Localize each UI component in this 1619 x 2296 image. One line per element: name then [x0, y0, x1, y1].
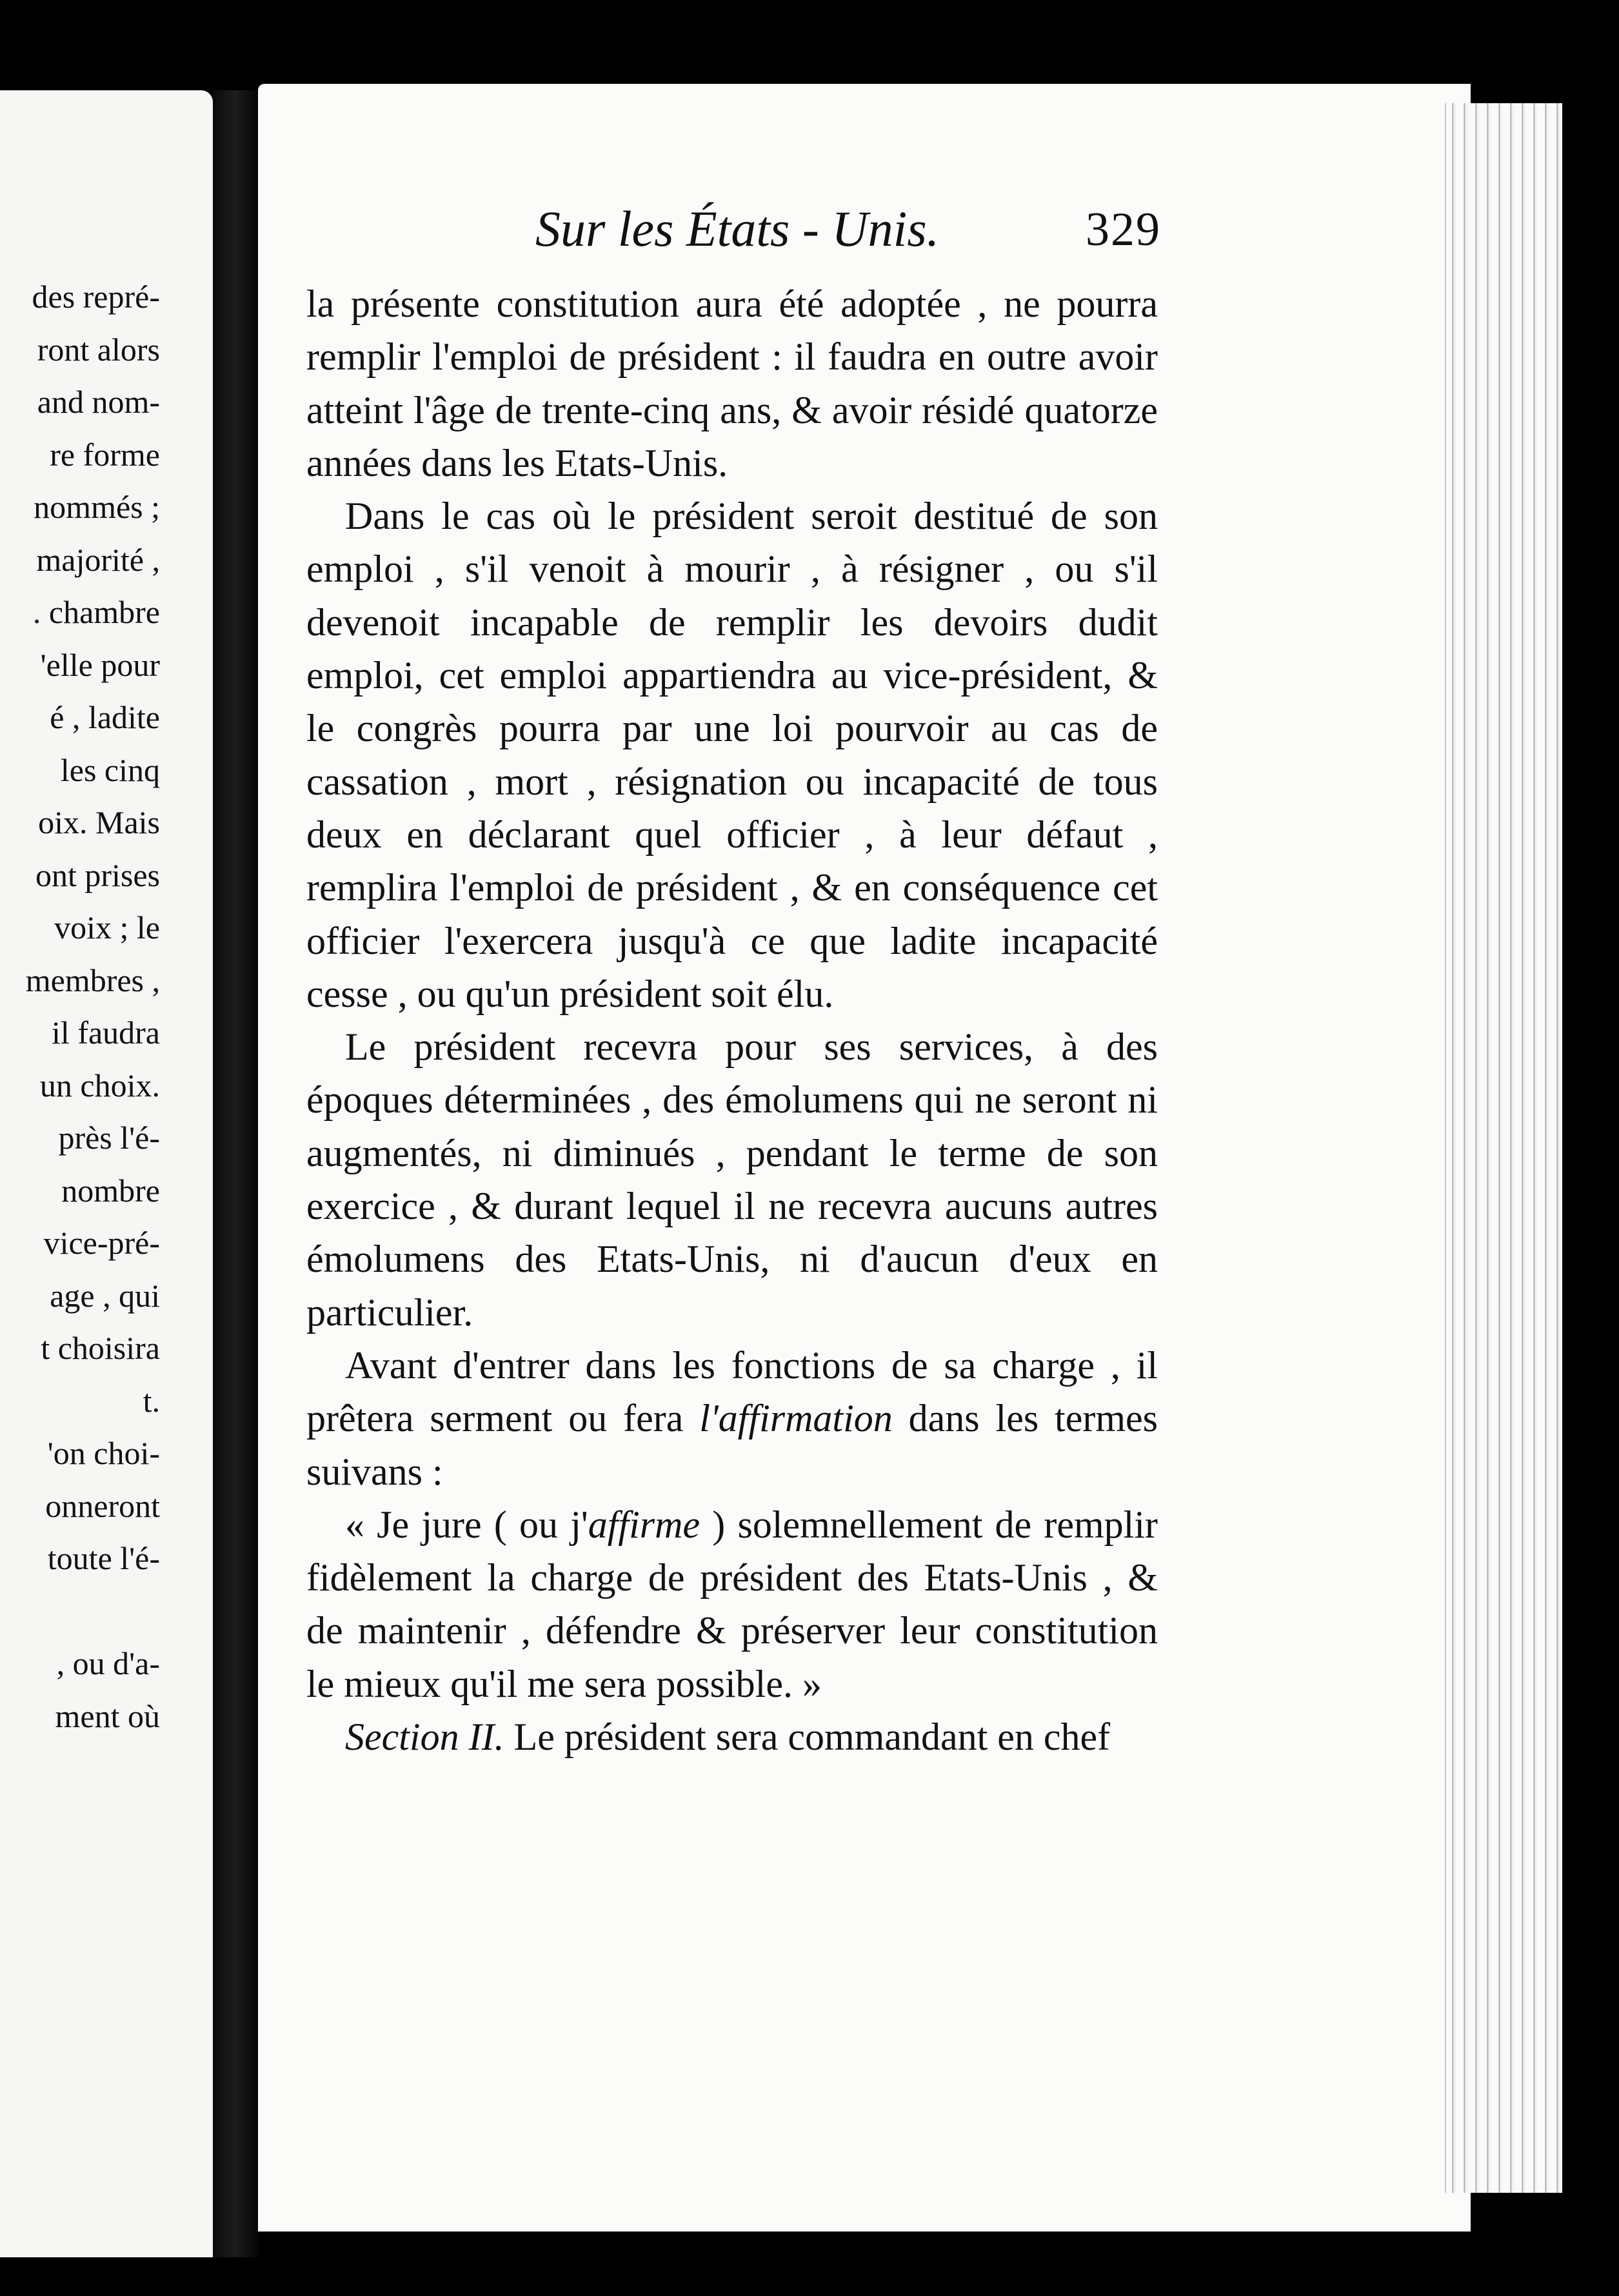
left-page-line: membres , — [25, 962, 160, 998]
left-page-line: près l'é- — [58, 1120, 160, 1156]
left-page-line: vice-pré- — [43, 1225, 160, 1261]
left-page-text — [0, 271, 213, 1743]
paragraph-3: Le président recevra pour ses services, à des époques déterminées , des émolumens qui ne seront ni augmentés, ni diminués , pendant le terme de son exercice , & durant lequel il ne recevra aucuns autres émolumens des Etats-Unis, ni d'aucun d'eux en particulier. — [306, 1025, 1158, 1334]
oath-italic: affirme — [588, 1503, 700, 1546]
left-page-line: 'on choi- — [47, 1435, 160, 1471]
paragraph-2: Dans le cas où le président seroit destitué de son emploi , s'il venoit à mourir , à résigner , ou s'il devenoit incapable de remplir les devoirs dudit emploi, cet emploi appartiendra au vice-président, & le congrès pourra par une loi pourvoir au cas de cassation , mort , résignation ou incapacité de tous deux en déclarant quel officier , à leur défaut , remplira l'emploi de président , & en conséquence cet officier l'exercera jusqu'à ce que ladite incapacité cesse , ou qu'un président soit élu. — [306, 495, 1158, 1015]
left-page-line: un choix. — [39, 1067, 160, 1103]
paragraph-4-text-b: dans les termes suivans : — [306, 1397, 1158, 1493]
left-page-line: age , qui — [50, 1277, 160, 1314]
running-head: Sur les États - Unis. — [535, 201, 940, 257]
left-page-line: voix ; le — [54, 909, 160, 945]
left-page-line: nommés ; — [34, 489, 160, 525]
paragraph-oath — [306, 1498, 1158, 1710]
paragraph-1: la présente constitution aura été adoptée , ne pourra remplir l'emploi de président : il faudra en outre avoir atteint l'âge de trente-cinq ans, & avoir résidé quatorze années dans les Etats-Unis. — [306, 282, 1158, 484]
body-text — [306, 277, 1158, 1763]
left-page-line: t choisira — [41, 1330, 160, 1366]
left-page-line: il faudra — [52, 1014, 160, 1051]
left-page-line: . chambre — [32, 594, 160, 630]
left-page — [0, 90, 213, 2257]
left-page-line: t. — [143, 1382, 160, 1419]
section-label: Section II. — [345, 1716, 504, 1759]
left-page-line: and nom- — [37, 384, 160, 420]
left-page-line: 'elle pour — [40, 646, 160, 683]
oath-text-a: « Je jure ( ou j' — [345, 1503, 588, 1546]
left-page-line: majorité , — [36, 541, 160, 578]
left-page-line: ront alors — [37, 331, 160, 368]
page-header — [297, 200, 1161, 271]
section-2-text: Le président sera commandant en chef — [504, 1716, 1111, 1759]
left-page-line: nombre — [61, 1172, 160, 1209]
page-edges — [1445, 103, 1562, 2193]
page-number: 329 — [1086, 203, 1161, 256]
paragraph-4-italic: l'affirmation — [699, 1397, 893, 1440]
paragraph-4-text-a: Avant d'entrer dans les fonctions de sa charge , il prêtera serment ou fera — [306, 1343, 1158, 1440]
left-page-line: , ou d'a- — [56, 1645, 160, 1681]
left-page-line: oix. Mais — [38, 804, 160, 840]
paragraph-4 — [306, 1339, 1158, 1498]
left-page-line: ont prises — [35, 856, 160, 893]
left-page-line: onneront — [45, 1487, 160, 1524]
left-page-line: ment où — [55, 1697, 160, 1734]
paragraph-section-2 — [306, 1710, 1158, 1763]
left-page-line: les cinq — [60, 751, 160, 788]
left-page-line: des repré- — [32, 279, 160, 315]
left-page-line — [0, 1585, 213, 1638]
left-page-line: re forme — [50, 436, 160, 473]
left-page-line: toute l'é- — [47, 1540, 160, 1576]
left-page-line: é , ladite — [50, 699, 160, 735]
oath-text-b: ) solemnellement de remplir fidèlement la charge de président des Etats-Unis , & de maintenir , défendre & préserver leur constitution le mieux qu'il me sera possible. » — [306, 1503, 1158, 1705]
book-gutter — [213, 90, 258, 2257]
